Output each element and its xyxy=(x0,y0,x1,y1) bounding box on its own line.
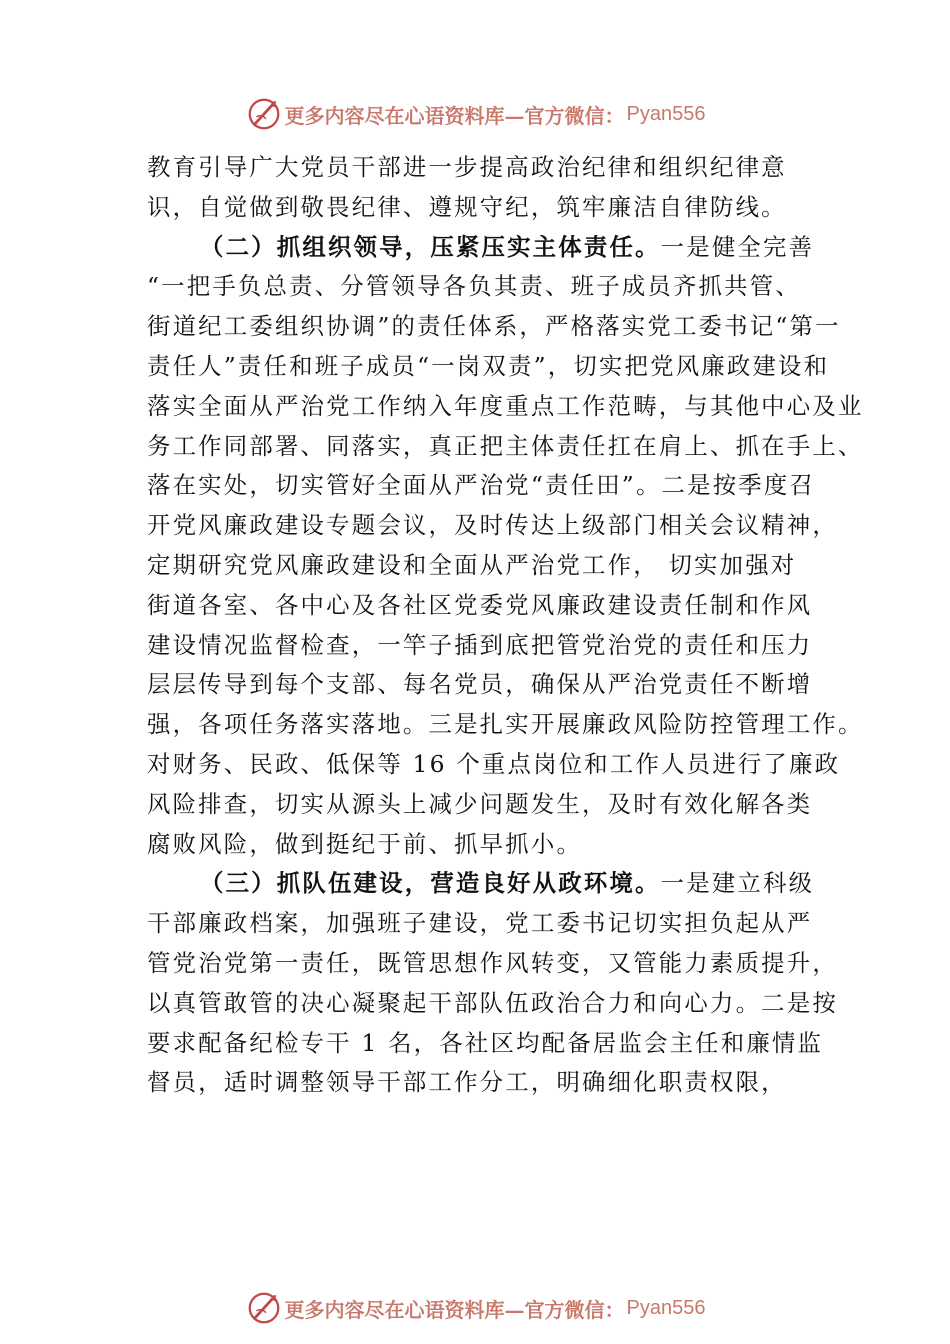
pen-logo-icon xyxy=(245,1289,283,1327)
text-line: 责任人”责任和班子成员“一岗双责”，切实把党风廉政建设和 xyxy=(147,351,830,380)
pen-logo-icon xyxy=(245,95,283,133)
text-line: 管党治党第一责任，既管思想作风转变，又管能力素质提升， xyxy=(147,948,838,977)
watermark-text: 更多内容尽在心语资料库—官方微信： xyxy=(284,103,625,128)
text-line: 落实全面从严治党工作纳入年度重点工作范畴，与其他中心及业 xyxy=(147,391,864,420)
text-line: 务工作同部署、同落实，真正把主体责任扛在肩上、抓在手上、 xyxy=(147,431,864,460)
text-line: 街道纪工委组织协调”的责任体系，严格落实党工委书记“第一 xyxy=(147,312,841,341)
text-segment: 一是建立科级 xyxy=(660,869,815,898)
text-segment: 一是健全完善 xyxy=(660,232,815,261)
text-line: 开党风廉政建设专题会议，及时传达上级部门相关会议精神， xyxy=(147,511,838,540)
text-line: 教育引导广大党员干部进一步提高政治纪律和组织纪律意 xyxy=(147,153,787,181)
section-heading: （二）抓组织领导，压紧压实主体责任。 xyxy=(200,232,661,261)
header-watermark xyxy=(0,94,950,134)
watermark-wechat-id: Pyan556 xyxy=(626,1296,706,1319)
text-line: 建设情况监督检查，一竿子插到底把管党治党的责任和压力 xyxy=(147,630,813,659)
text-line: 干部廉政档案，加强班子建设，党工委书记切实担负起从严 xyxy=(147,909,813,938)
text-line: 定期研究党风廉政建设和全面从严治党工作， 切实加强对 xyxy=(147,550,797,579)
text-line: 对财务、民政、低保等 16 个重点岗位和工作人员进行了廉政 xyxy=(147,749,841,778)
text-line: 风险排查，切实从源头上减少问题发生，及时有效化解各类 xyxy=(147,789,813,818)
watermark-text: 更多内容尽在心语资料库—官方微信： xyxy=(284,1297,625,1322)
document-body xyxy=(147,148,864,1103)
text-line: 街道各室、各中心及各社区党委党风廉政建设责任制和作风 xyxy=(147,590,813,619)
paragraph-first-line xyxy=(147,228,837,268)
watermark-wechat-id: Pyan556 xyxy=(626,102,706,125)
section-heading: （三）抓队伍建设，营造良好从政环境。 xyxy=(200,869,661,898)
text-line: 层层传导到每个支部、每名党员，确保从严治党责任不断增 xyxy=(147,670,813,699)
text-line: 识，自觉做到敬畏纪律、遵规守纪，筑牢廉洁自律防线。 xyxy=(147,192,787,221)
text-line: 强，各项任务落实落地。三是扎实开展廉政风险防控管理工作。 xyxy=(147,710,864,739)
text-line: 督员，适时调整领导干部工作分工，明确细化职责权限， xyxy=(147,1068,787,1097)
text-line: 要求配备纪检专干 1 名，各社区均配备居监会主任和廉情监 xyxy=(147,1028,824,1057)
text-line: 落在实处，切实管好全面从严治党“责任田”。二是按季度召 xyxy=(147,471,816,500)
text-line: 以真管敢管的决心凝聚起干部队伍政治合力和向心力。二是按 xyxy=(147,988,838,1017)
text-line: “一把手负总责、分管领导各负其责、班子成员齐抓共管、 xyxy=(147,272,801,301)
paragraph-first-line xyxy=(147,864,837,904)
text-line: 腐败风险，做到挺纪于前、抓早抓小。 xyxy=(147,829,583,858)
footer-watermark xyxy=(0,1288,950,1328)
